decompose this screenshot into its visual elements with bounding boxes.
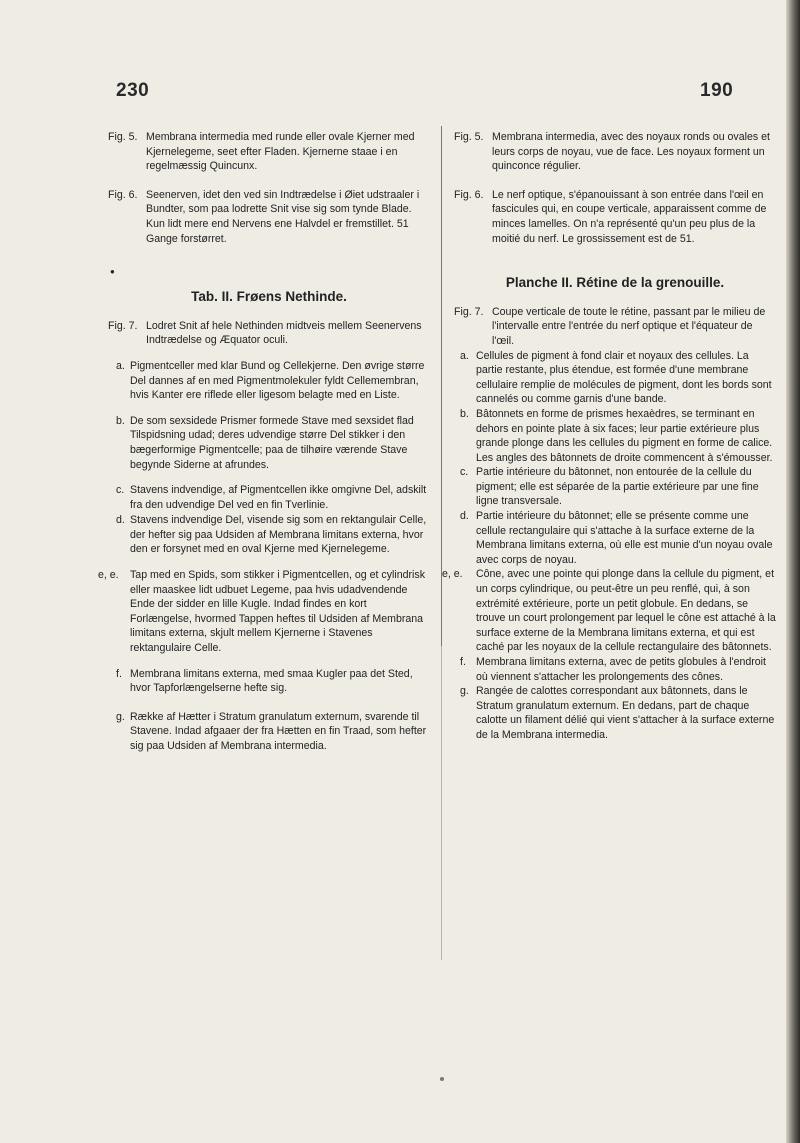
item-d-text-da: Stavens indvendige Del, visende sig som en rektangulair Celle, der hefter sig paa Udsiden af Membrana limitans externa, hvor den er forsynet med en oval Kjerne med Kjernelegeme.: [130, 514, 427, 556]
item-e-text-da: Tap med en Spids, som stikker i Pigmentcellen, og et cylindrisk eller maaskee lidt udbuet Legeme, paa hvis udadvendende Ende der sidder en lille Kugle. Indad findes en kort Forlængelse, hvormed Tappen heftes til Udsiden af Membrana limitans externa, skjult mellem Kjernerne i Stavenes rektangulaire Celle.: [130, 569, 425, 655]
fig7-text-fr: Coupe verticale de toute le rétine, passant par le milieu de l'intervalle entre l'entrée du nerf optique et l'équateur de l'œil.: [492, 305, 766, 347]
item-e-text-fr: Cône, avec une pointe qui plonge dans la cellule du pigment, et un corps cylindrique, ou peut-être un peu renflé, qui, à son extrémité extérieure, porte un petit globule. En dedans, se trouve un court prolongement par lequel le cône est attaché à la surface externe de la Membrana limitans externa, et qui est caché par les noyaux de la cellule rectangulaire des bâtonnets.: [476, 568, 776, 654]
item-d-da: [108, 513, 430, 557]
item-b-da: [108, 414, 430, 472]
fig5-entry-da: [108, 130, 430, 174]
item-a-text-fr: Cellules de pigment à fond clair et noyaux des cellules. La partie restante, plus étendue, est formée d'une membrane cellulaire remplie de molécules de pigment, dont les bords sont cannelés ou comme garnis d'une bande.: [476, 349, 772, 406]
item-b-label-fr: b.: [460, 407, 469, 420]
fig6-label-da: Fig. 6.: [108, 188, 138, 201]
item-g-label-da: g.: [116, 710, 125, 723]
item-f-label-da: f.: [116, 667, 122, 680]
plate-heading-da: Tab. II. Frøens Nethinde.: [191, 289, 347, 305]
item-d-fr: [454, 509, 776, 567]
item-e-da: [98, 568, 430, 656]
item-g-label-fr: g.: [460, 685, 469, 698]
item-g-da: [108, 710, 430, 754]
fig6-text-da: Seenerven, idet den ved sin Indtrædelse i Øiet udstraaler i Bundter, som paa lodrette Snit vise sig som tynde Blade. Kun lidt mere end Nervens ene Halvdel er fremstillet. 51 Gange forstørret.: [146, 188, 420, 245]
item-b-fr: [454, 407, 776, 465]
fig5-label-da: Fig. 5.: [108, 131, 138, 143]
item-e-label-fr: e, e.: [442, 568, 463, 581]
fig7-entry-da: [108, 319, 430, 348]
fig5-text-da: Membrana intermedia med runde eller ovale Kjerner med Kjernelegeme, seet efter Fladen. Kjernerne staae i en regelmæssig Quincunx.: [146, 131, 415, 173]
item-b-text-fr: Bâtonnets en forme de prismes hexaèdres, se terminant en dehors en pointe plate à six faces; leur partie extérieure plus grande plonge dans les cellules du pigment en forme de calice. Les angles des bâtonnets de droite commencent à s'émousser.: [476, 407, 773, 464]
item-g-fr: [454, 684, 776, 742]
item-g-text-fr: Rangée de calottes correspondant aux bâtonnets, dans le Stratum granulatum externum. En dedans, part de chaque calotte un filament délié qui vient s'attacher à la surface externe de la Membrana intermedia.: [476, 685, 775, 741]
danish-column: [98, 130, 430, 754]
item-f-fr: [454, 655, 776, 684]
fig7-text-da: Lodret Snit af hele Nethinden midtveis mellem Seenervens Indtrædelse og Æquator oculi.: [146, 319, 422, 347]
fig6-label-fr: Fig. 6.: [454, 188, 484, 201]
fig5-entry-fr: [454, 130, 776, 174]
item-c-fr: [454, 465, 776, 509]
column-divider-lower: [441, 620, 442, 960]
item-a-text-da: Pigmentceller med klar Bund og Cellekjerne. Den øvrige større Del dannes af en med Pigmentmolekuler fyldt Cellemembran, hvis Kanter ere riflede eller ligesom belagte med en Liste.: [130, 359, 425, 402]
item-f-label-fr: f.: [460, 656, 466, 668]
page-number-left: 230: [116, 80, 150, 101]
item-b-label-da: b.: [116, 414, 125, 427]
item-f-da: [108, 667, 430, 696]
item-f-text-fr: Membrana limitans externa, avec de petits globules à l'endroit où viennent s'attacher les prolongements des cônes.: [476, 656, 766, 683]
fig7-entry-fr: [454, 305, 776, 349]
fig6-text-fr: Le nerf optique, s'épanouissant à son entrée dans l'œil en fascicules qui, en coupe verticale, apparaissent comme de minces lamelles. On n'a représenté qu'un peu plus de la moitié du nerf. Le grossissement est de 51.: [492, 188, 767, 245]
item-d-label-da: d.: [116, 514, 125, 527]
page-edge-shadow: [786, 0, 800, 1143]
fig6-entry-fr: [454, 188, 776, 246]
plate-heading-fr: Planche II. Rétine de la grenouille.: [505, 275, 725, 291]
fig6-entry-da: [108, 188, 430, 246]
item-e-label-da: e, e.: [98, 569, 119, 582]
page-number-right: 190: [700, 80, 734, 101]
item-d-text-fr: Partie intérieure du bâtonnet; elle se présente comme une cellule rectangulaire qui s'attache à la surface externe de la Membrana limitans externa, où elle est munie d'un noyau ovale avec corps de noyau.: [476, 510, 773, 566]
item-a-da: [108, 359, 430, 403]
item-a-label-fr: a.: [460, 349, 469, 362]
item-c-da: [108, 483, 430, 512]
item-d-label-fr: d.: [460, 510, 469, 523]
item-a-fr: [454, 349, 776, 407]
french-column: [442, 130, 776, 743]
bullet-mark: ●: [110, 267, 115, 276]
ink-speck: [440, 1077, 444, 1081]
item-a-label-da: a.: [116, 359, 125, 372]
item-c-label-fr: c.: [460, 466, 469, 479]
item-b-text-da: De som sexsidede Prismer formede Stave med sexsidet flad Tilspidsning udad; deres udvendige større Del stikker i den bægerformige Pigmentcelle; paa de tilhøire værende Stave begynde Siderne at afrundes.: [130, 414, 414, 471]
item-c-label-da: c.: [116, 484, 125, 497]
item-c-text-da: Stavens indvendige, af Pigmentcellen ikke omgivne Del, adskilt fra den udvendige Del ved en fin Tverlinie.: [130, 484, 427, 511]
fig7-label-fr: Fig. 7.: [454, 305, 484, 318]
fig5-text-fr: Membrana intermedia, avec des noyaux ronds ou ovales et leurs corps de noyau, vue de face. Les noyaux forment un quinconce régulier.: [492, 131, 770, 173]
item-e-fr: [442, 567, 776, 655]
fig7-label-da: Fig. 7.: [108, 319, 138, 332]
item-g-text-da: Række af Hætter i Stratum granulatum externum, svarende til Stavene. Indad afgaaer der fra Hætten en fin Traad, som hefter sig paa Udsiden af Membrana intermedia.: [130, 710, 427, 752]
item-f-text-da: Membrana limitans externa, med smaa Kugler paa det Sted, hvor Tapforlængelserne hefte sig.: [130, 667, 413, 695]
fig5-label-fr: Fig. 5.: [454, 131, 484, 143]
item-c-text-fr: Partie intérieure du bâtonnet, non entourée de la cellule du pigment; elle est séparée de la partie extérieure par une fine ligne transversale.: [476, 466, 759, 508]
